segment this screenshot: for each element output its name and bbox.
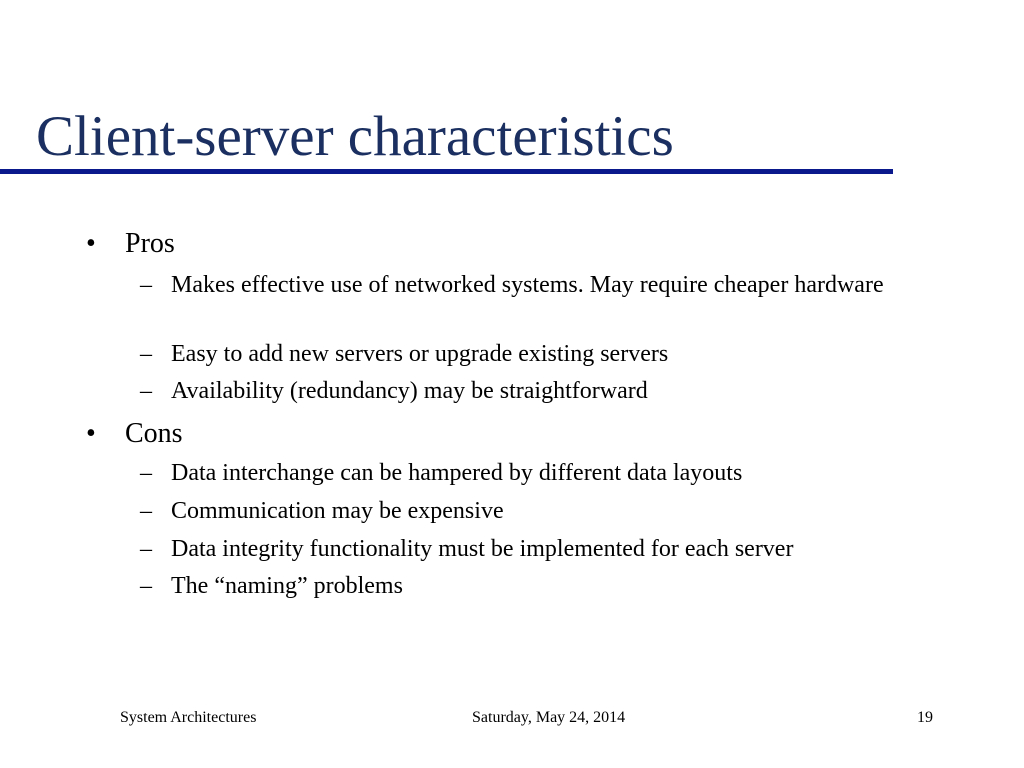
- footer-date: Saturday, May 24, 2014: [472, 709, 626, 726]
- sub-bullet-text: The “naming” problems: [171, 573, 403, 599]
- sub-bullet-text: Communication may be expensive: [171, 498, 504, 524]
- dash-glyph: –: [140, 498, 152, 524]
- dash-glyph: –: [140, 378, 152, 404]
- sub-bullet-text: Makes effective use of networked systems. May require cheaper hardware: [171, 272, 884, 298]
- title-underline: [0, 169, 893, 174]
- bullet-heading-cons: Cons: [125, 418, 183, 449]
- bullet-heading-pros: Pros: [125, 228, 175, 259]
- bullet-glyph: •: [86, 418, 96, 449]
- sub-bullet-text: Availability (redundancy) may be straightforward: [171, 378, 648, 404]
- sub-bullet-text: Easy to add new servers or upgrade existing servers: [171, 341, 669, 367]
- dash-glyph: –: [140, 536, 152, 562]
- sub-bullet-text: Data interchange can be hampered by different data layouts: [171, 460, 743, 486]
- sub-bullet-text: Data integrity functionality must be implemented for each server: [171, 536, 794, 562]
- footer-page-number: 19: [917, 709, 933, 726]
- dash-glyph: –: [140, 272, 152, 298]
- dash-glyph: –: [140, 573, 152, 599]
- bullet-glyph: •: [86, 228, 96, 259]
- dash-glyph: –: [140, 460, 152, 486]
- footer-left-text: System Architectures: [120, 709, 257, 726]
- dash-glyph: –: [140, 341, 152, 367]
- slide-title: Client-server characteristics: [36, 105, 674, 168]
